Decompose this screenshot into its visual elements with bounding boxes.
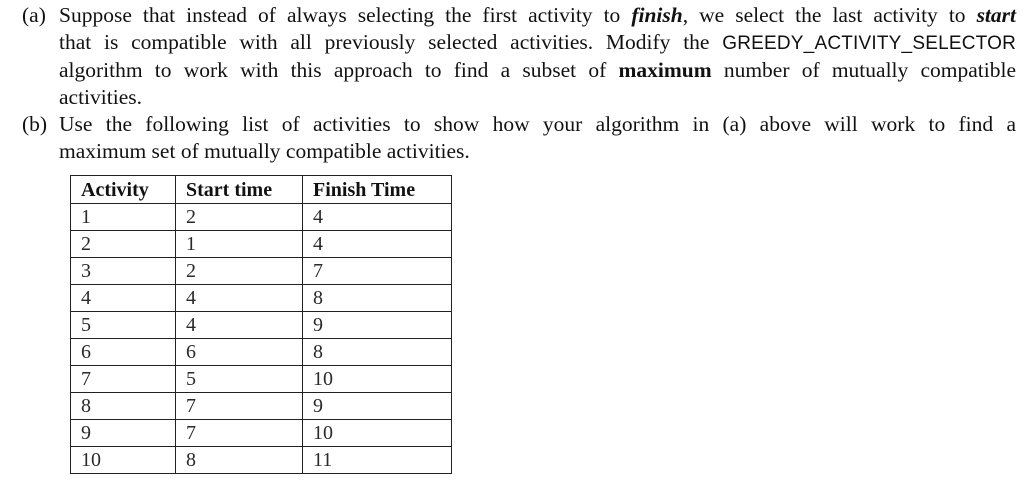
- cell-finish-time: 10: [303, 420, 452, 447]
- table-body: [71, 204, 452, 474]
- cell-start-time: 6: [176, 339, 303, 366]
- emphasis-start: start: [976, 3, 1016, 27]
- header-finish-time: Finish Time: [303, 176, 452, 204]
- cell-start-time: 2: [176, 204, 303, 231]
- part-a-text-segment: that is compatible with all previously selected activities. Modify the: [59, 30, 723, 54]
- table-row: [71, 258, 452, 285]
- part-a-text-segment: algorithm to work with this approach to find a subset of: [59, 58, 619, 82]
- table-row: [71, 447, 452, 474]
- part-b-text: [59, 111, 1016, 165]
- cell-finish-time: 10: [303, 366, 452, 393]
- part-a-text-segment: , we select the last activity to: [682, 3, 977, 27]
- header-activity: Activity: [71, 176, 176, 204]
- part-b-line-1: Use the following list of activities to show how your algorithm in (a) above will work to find a: [59, 112, 1016, 136]
- cell-start-time: 4: [176, 285, 303, 312]
- table-row: [71, 231, 452, 258]
- cell-activity: 8: [71, 393, 176, 420]
- part-b-line-2: maximum set of mutually compatible activities.: [59, 139, 470, 163]
- part-a-line-1: [59, 2, 1016, 29]
- cell-finish-time: 4: [303, 231, 452, 258]
- table-row: [71, 420, 452, 447]
- cell-finish-time: 9: [303, 312, 452, 339]
- cell-start-time: 8: [176, 447, 303, 474]
- emphasis-finish: finish: [631, 3, 683, 27]
- cell-finish-time: 4: [303, 204, 452, 231]
- cell-start-time: 2: [176, 258, 303, 285]
- cell-activity: 5: [71, 312, 176, 339]
- cell-activity: 7: [71, 366, 176, 393]
- part-a-line-2: [59, 29, 1016, 57]
- cell-finish-time: 8: [303, 285, 452, 312]
- part-a-line-3: [59, 57, 1016, 84]
- part-b-label: (b): [22, 112, 48, 136]
- cell-activity: 10: [71, 447, 176, 474]
- cell-activity: 6: [71, 339, 176, 366]
- cell-activity: 4: [71, 285, 176, 312]
- cell-activity: 3: [71, 258, 176, 285]
- activities-table: [70, 175, 452, 474]
- table-header-row: [71, 176, 452, 204]
- algorithm-name: GREEDY_ACTIVITY_SELECTOR: [722, 33, 1016, 54]
- part-a-text-segment: Suppose that instead of always selecting the first activity to: [59, 3, 632, 27]
- cell-start-time: 7: [176, 420, 303, 447]
- question-part-b: [22, 111, 1016, 165]
- part-a-text-segment: number of mutually compatible: [711, 58, 1017, 82]
- emphasis-maximum: maximum: [618, 58, 712, 82]
- part-a-label: (a): [22, 3, 46, 27]
- cell-start-time: 7: [176, 393, 303, 420]
- table-row: [71, 339, 452, 366]
- question-part-a: [22, 2, 1016, 111]
- table-row: [71, 312, 452, 339]
- cell-activity: 9: [71, 420, 176, 447]
- cell-activity: 1: [71, 204, 176, 231]
- cell-finish-time: 9: [303, 393, 452, 420]
- table-header: [71, 176, 452, 204]
- cell-start-time: 5: [176, 366, 303, 393]
- table-row: [71, 204, 452, 231]
- header-start-time: Start time: [176, 176, 303, 204]
- cell-start-time: 1: [176, 231, 303, 258]
- part-a-line-4: activities.: [59, 85, 142, 109]
- cell-activity: 2: [71, 231, 176, 258]
- table-row: [71, 366, 452, 393]
- part-a-text: [59, 2, 1016, 111]
- table-row: [71, 285, 452, 312]
- cell-start-time: 4: [176, 312, 303, 339]
- cell-finish-time: 8: [303, 339, 452, 366]
- cell-finish-time: 7: [303, 258, 452, 285]
- table-row: [71, 393, 452, 420]
- cell-finish-time: 11: [303, 447, 452, 474]
